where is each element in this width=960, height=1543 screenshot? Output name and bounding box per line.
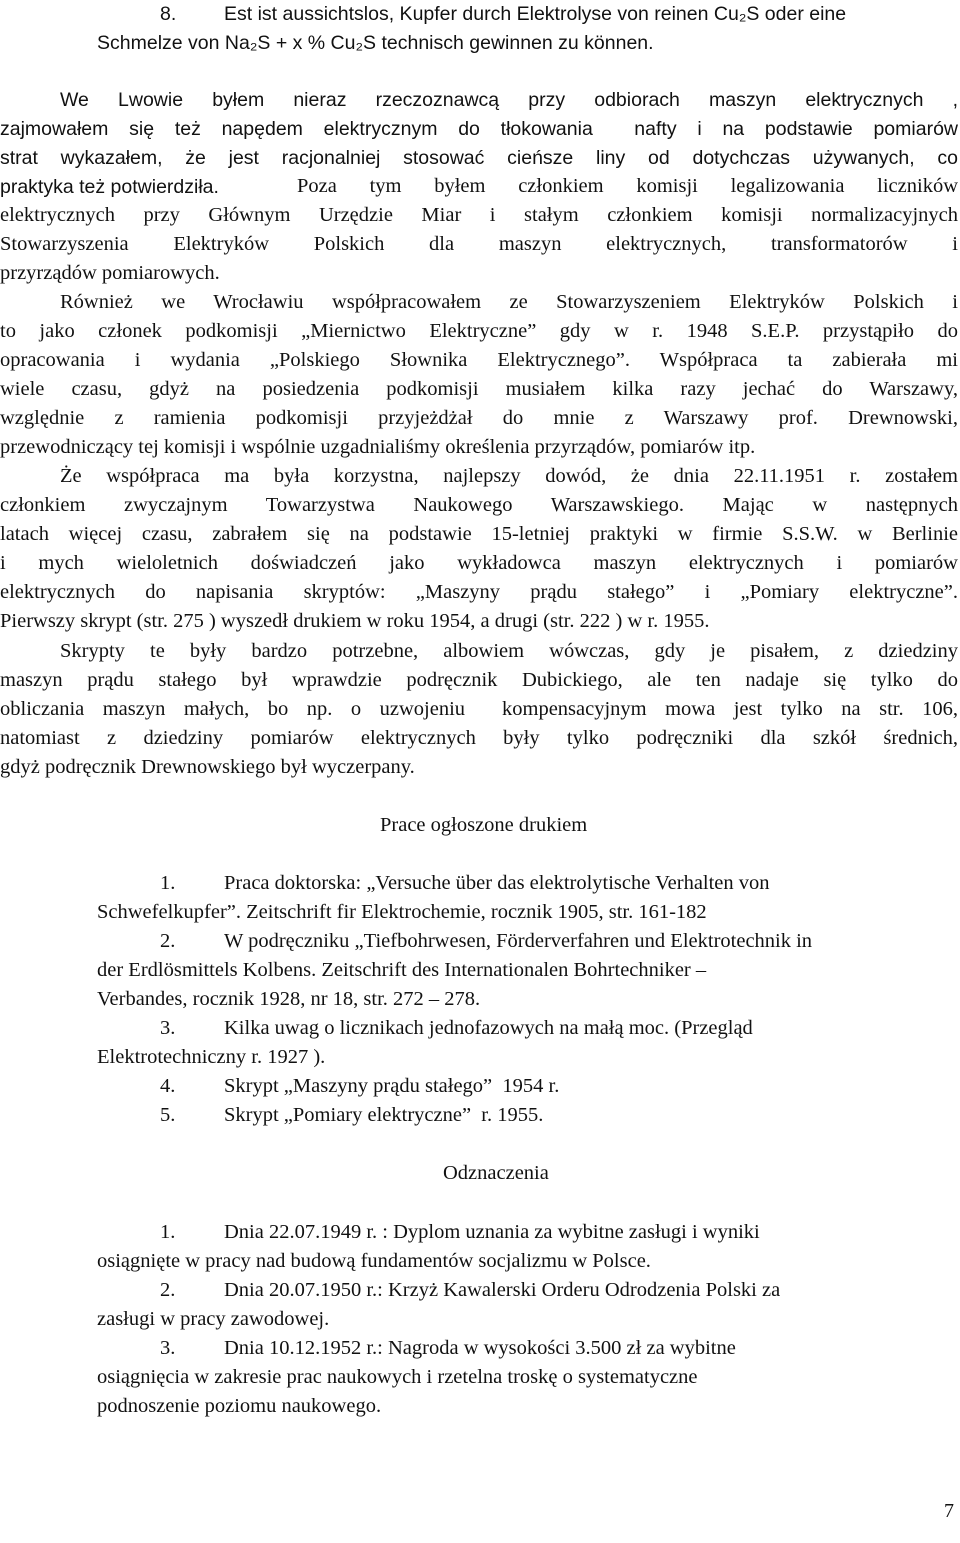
paragraph-skrypty-line: Skrypty te były bardzo potrzebne, albowiem wówczas, gdy je pisałem, z dziedziny [60,640,958,662]
item-8-line-2: Schmelze von Na₂S + x % Cu₂S technisch gewinnen zu können. [97,32,654,54]
section-heading-prace: Prace ogłoszone drukiem [380,814,588,836]
prace-item-number: 4. [160,1075,176,1097]
item-8-line-1: Est ist aussichtslos, Kupfer durch Elektrolyse von reinen Cu₂S oder eine [224,3,847,25]
odznaczenia-item-text: zasługi w pracy zawodowej. [97,1308,330,1330]
section-heading-odznaczenia: Odznaczenia [443,1162,549,1184]
paragraph-skrypty-line: obliczania maszyn małych, bo np. o uzwojeniu kompensacyjnym mowa jest tylko na str. 106, [0,698,958,720]
paragraph-wspolpraca-line: Pierwszy skrypt (str. 275 ) wyszedł drukiem w roku 1954, a drugi (str. 222 ) w r. 1955. [0,610,710,632]
prace-item-text: Kilka uwag o licznikach jednofazowych na małą moc. (Przegląd [224,1017,753,1039]
prace-item-text: der Erdlösmittels Kolbens. Zeitschrift des Internationalen Bohrtechniker – [97,959,707,981]
paragraph-komisje-line: Stowarzyszenia Elektryków Polskich dla maszyn elektrycznych, transformatorów i [0,233,958,255]
paragraph-wspolpraca-line: i mych wieloletnich doświadczeń jako wykładowca maszyn elektrycznych i pomiarów [0,552,958,574]
paragraph-lwow-line: praktyka też potwierdziła. [0,176,219,198]
paragraph-wspolpraca-line: elektrycznych do napisania skryptów: „Maszyny prądu stałego” i „Pomiary elektryczne”. [0,581,958,603]
paragraph-wroclaw-line: względnie z ramienia podkomisji przyjeżdżał do mnie z Warszawy prof. Drewnowski, [0,407,958,429]
prace-item-number: 5. [160,1104,176,1126]
prace-item-text: Elektrotechniczny r. 1927 ). [97,1046,326,1068]
odznaczenia-item-text: osiągnięte w pracy nad budową fundamentów socjalizmu w Polsce. [97,1250,651,1272]
prace-item-text: W podręczniku „Tiefbohrwesen, Förderverfahren und Elektrotechnik in [224,930,813,952]
paragraph-lwow-line: We Lwowie byłem nieraz rzeczoznawcą przy odbiorach maszyn elektrycznych , [60,89,958,111]
prace-item-text: Schwefelkupfer”. Zeitschrift fir Elektrochemie, rocznik 1905, str. 161-182 [97,901,707,923]
odznaczenia-item-number: 3. [160,1337,176,1359]
odznaczenia-item-text: osiągnięcia w zakresie prac naukowych i rzetelna troskę o systematyczne [97,1366,698,1388]
prace-item-text: Skrypt „Pomiary elektryczne” r. 1955. [224,1104,544,1126]
paragraph-komisje-line: Poza tym byłem członkiem komisji legalizowania liczników [297,175,958,197]
odznaczenia-item-text: Dnia 10.12.1952 r.: Nagroda w wysokości 3.500 zł za wybitne [224,1337,736,1359]
paragraph-lwow-line: strat wykazałem, że jest racjonalniej stosować cieńsze liny od dotychczas używanych, co [0,147,958,169]
paragraph-wspolpraca-line: latach więcej czasu, zabrałem się na podstawie 15-letniej praktyki w firmie S.S.W. w Berlinie [0,523,958,545]
paragraph-wroclaw-line: opracowania i wydania „Polskiego Słownika Elektrycznego”. Współpraca ta zabierała mi [0,349,958,371]
paragraph-wroclaw-line: przewodniczący tej komisji i wspólnie uzgadnialiśmy określenia przyrządów, pomiarów itp. [0,436,756,458]
prace-item-text: Praca doktorska: „Versuche über das elektrolytische Verhalten von [224,872,770,894]
item-8-number: 8. [160,3,177,25]
prace-item-number: 3. [160,1017,176,1039]
paragraph-wroclaw-line: Również we Wrocławiu współpracowałem ze Stowarzyszeniem Elektryków Polskich i [60,291,958,313]
odznaczenia-item-text: Dnia 22.07.1949 r. : Dyplom uznania za wybitne zasługi i wyniki [224,1221,760,1243]
page-number: 7 [944,1500,954,1522]
paragraph-wroclaw-line: to jako członek podkomisji „Miernictwo Elektryczne” gdy w r. 1948 S.E.P. przystąpiło do [0,320,958,342]
prace-item-text: Verbandes, rocznik 1928, nr 18, str. 272 – 278. [97,988,481,1010]
odznaczenia-item-number: 2. [160,1279,176,1301]
paragraph-wspolpraca-line: Że współpraca ma była korzystna, najlepszy dowód, że dnia 22.11.1951 r. zostałem [60,465,958,487]
odznaczenia-item-text: Dnia 20.07.1950 r.: Krzyż Kawalerski Orderu Odrodzenia Polski za [224,1279,781,1301]
prace-item-text: Skrypt „Maszyny prądu stałego” 1954 r. [224,1075,560,1097]
prace-item-number: 1. [160,872,176,894]
paragraph-komisje-line: przyrządów pomiarowych. [0,262,220,284]
paragraph-wspolpraca-line: członkiem zwyczajnym Towarzystwa Naukowego Warszawskiego. Mając w następnych [0,494,958,516]
paragraph-komisje-line: elektrycznych przy Głównym Urzędzie Miar i stałym członkiem komisji normalizacyjnych [0,204,958,226]
prace-item-number: 2. [160,930,176,952]
paragraph-skrypty-line: natomiast z dziedziny pomiarów elektrycznych były tylko podręczniki dla szkół średnich, [0,727,958,749]
odznaczenia-item-number: 1. [160,1221,176,1243]
paragraph-wroclaw-line: wiele czasu, gdyż na posiedzenia podkomisji musiałem kilka razy jechać do Warszawy, [0,378,958,400]
paragraph-skrypty-line: maszyn prądu stałego był wprawdzie podręcznik Dubickiego, ale ten nadaje się tylko do [0,669,958,691]
paragraph-skrypty-line: gdyż podręcznik Drewnowskiego był wyczerpany. [0,756,415,778]
paragraph-lwow-line: zajmowałem się też napędem elektrycznym do tłokowania nafty i na podstawie pomiarów [0,118,958,140]
odznaczenia-item-text: podnoszenie poziomu naukowego. [97,1395,382,1417]
